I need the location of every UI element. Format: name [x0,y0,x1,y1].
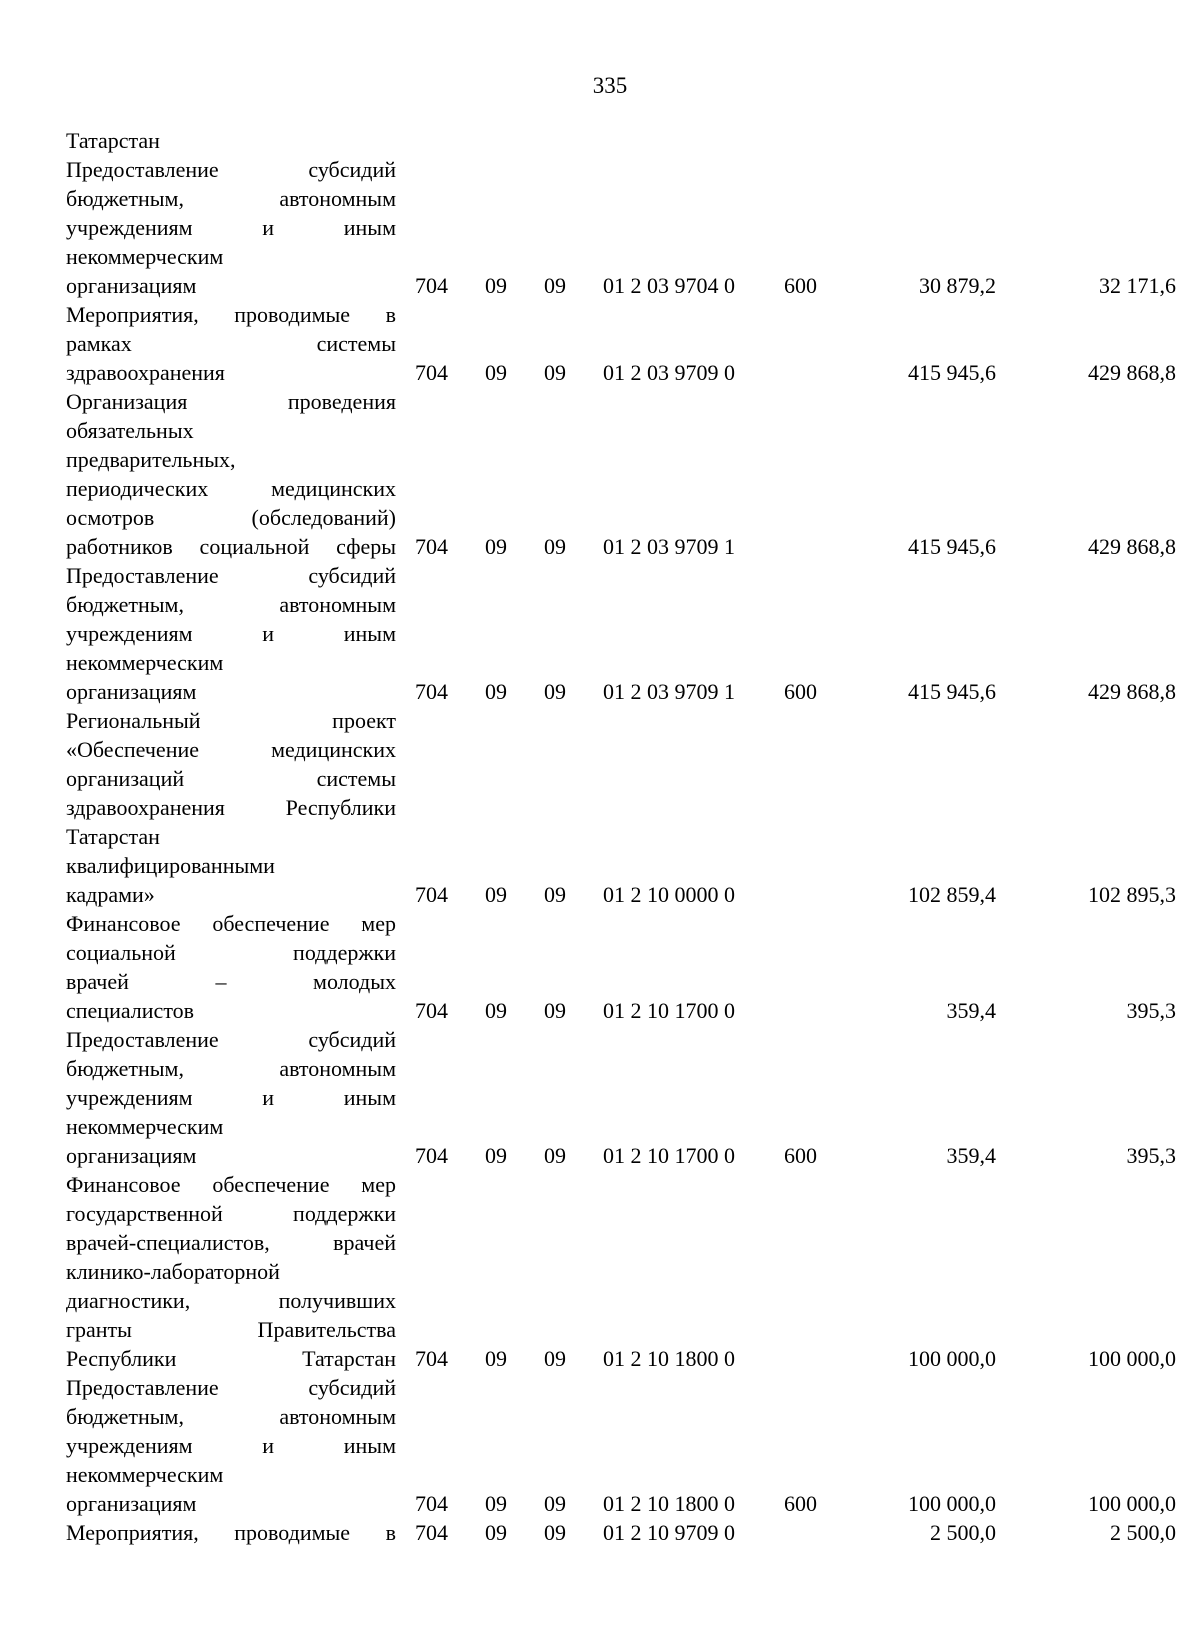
section-code-cell: 09 [485,882,507,907]
subsection-code-cell: 09 [544,679,566,704]
description-line: Республики Татарстан [66,1346,396,1371]
section-code-cell: 09 [485,1520,507,1545]
description-line: Предоставление субсидий [66,563,396,588]
target-article-cell: 01 2 03 9709 1 [603,534,735,559]
amount-year2-cell: 100 000,0 [1088,1346,1176,1371]
amount-year1-cell: 415 945,6 [908,534,996,559]
description-line: клинико-лабораторной [66,1259,280,1284]
description-line: бюджетным, автономным [66,186,396,211]
amount-year2-cell: 395,3 [1126,1143,1176,1168]
description-line: организациям [66,679,197,704]
description-line: бюджетным, автономным [66,592,396,617]
grbs-code-cell: 704 [415,1143,448,1168]
grbs-code-cell: 704 [415,273,448,298]
amount-year2-cell: 395,3 [1126,998,1176,1023]
description-line: Татарстан [66,128,160,153]
amount-year2-cell: 32 171,6 [1099,273,1176,298]
amount-year1-cell: 415 945,6 [908,360,996,385]
description-line: осмотров (обследований) [66,505,396,530]
description-line: бюджетным, автономным [66,1404,396,1429]
description-line: некоммерческим [66,244,224,269]
table-row [66,1170,1176,1373]
row-description [66,1025,396,1170]
description-line: здравоохранения Республики [66,795,396,820]
table-row [66,561,1176,706]
row-description [66,706,396,909]
section-code-cell: 09 [485,534,507,559]
description-line: учреждениям и иным [66,215,396,240]
row-description [66,126,396,155]
grbs-code-cell: 704 [415,998,448,1023]
section-code-cell: 09 [485,679,507,704]
subsection-code-cell: 09 [544,1491,566,1516]
amount-year1-cell: 415 945,6 [908,679,996,704]
amount-year1-cell: 2 500,0 [930,1520,996,1545]
description-line: учреждениям и иным [66,1085,396,1110]
table-row [66,387,1176,561]
amount-year2-cell: 429 868,8 [1088,360,1176,385]
section-code-cell: 09 [485,273,507,298]
description-line: бюджетным, автономным [66,1056,396,1081]
amount-year2-cell: 100 000,0 [1088,1491,1176,1516]
description-line: врачей-специалистов, врачей [66,1230,396,1255]
subsection-code-cell: 09 [544,998,566,1023]
description-line: некоммерческим [66,1114,224,1139]
grbs-code-cell: 704 [415,882,448,907]
description-line: организаций системы [66,766,396,791]
subsection-code-cell: 09 [544,273,566,298]
subsection-code-cell: 09 [544,882,566,907]
row-description [66,300,396,387]
description-line: социальной поддержки [66,940,396,965]
grbs-code-cell: 704 [415,1491,448,1516]
amount-year1-cell: 100 000,0 [908,1491,996,1516]
expense-type-cell: 600 [784,273,817,298]
grbs-code-cell: 704 [415,360,448,385]
description-line: Мероприятия, проводимые в [66,302,396,327]
subsection-code-cell: 09 [544,1346,566,1371]
target-article-cell: 01 2 10 1800 0 [603,1491,735,1516]
description-line: квалифицированными [66,853,275,878]
description-line: специалистов [66,998,195,1023]
table-row [66,155,1176,300]
target-article-cell: 01 2 10 9709 0 [603,1520,735,1545]
section-code-cell: 09 [485,1491,507,1516]
row-description [66,1518,396,1547]
description-line: Региональный проект [66,708,396,733]
amount-year1-cell: 102 859,4 [908,882,996,907]
target-article-cell: 01 2 03 9704 0 [603,273,735,298]
page-number: 335 [592,73,628,98]
description-line: Организация проведения [66,389,396,414]
description-line: диагностики, получивших [66,1288,396,1313]
description-line: организациям [66,1491,197,1516]
section-code-cell: 09 [485,1346,507,1371]
subsection-code-cell: 09 [544,1520,566,1545]
grbs-code-cell: 704 [415,679,448,704]
subsection-code-cell: 09 [544,360,566,385]
grbs-code-cell: 704 [415,1520,448,1545]
description-line: некоммерческим [66,650,224,675]
row-description [66,909,396,1025]
description-line: организациям [66,273,197,298]
amount-year1-cell: 30 879,2 [919,273,996,298]
target-article-cell: 01 2 10 0000 0 [603,882,735,907]
subsection-code-cell: 09 [544,1143,566,1168]
section-code-cell: 09 [485,998,507,1023]
amount-year1-cell: 359,4 [946,998,996,1023]
table-row [66,1373,1176,1518]
description-line: гранты Правительства [66,1317,396,1342]
table-row [66,300,1176,387]
subsection-code-cell: 09 [544,534,566,559]
expense-type-cell: 600 [784,1491,817,1516]
description-line: Финансовое обеспечение мер [66,1172,396,1197]
row-description [66,155,396,300]
description-line: здравоохранения [66,360,225,385]
description-line: Татарстан [66,824,160,849]
target-article-cell: 01 2 10 1800 0 [603,1346,735,1371]
amount-year2-cell: 429 868,8 [1088,679,1176,704]
description-line: учреждениям и иным [66,621,396,646]
row-description [66,561,396,706]
section-code-cell: 09 [485,1143,507,1168]
grbs-code-cell: 704 [415,1346,448,1371]
description-line: работников социальной сферы [66,534,396,559]
amount-year2-cell: 102 895,3 [1088,882,1176,907]
expense-type-cell: 600 [784,1143,817,1168]
table-row [66,126,1176,155]
table-row [66,909,1176,1025]
description-line: Предоставление субсидий [66,1027,396,1052]
description-line: Мероприятия, проводимые в [66,1520,396,1545]
amount-year2-cell: 429 868,8 [1088,534,1176,559]
description-line: предварительных, [66,447,236,472]
description-line: врачей – молодых [66,969,396,994]
description-line: периодических медицинских [66,476,396,501]
amount-year1-cell: 359,4 [946,1143,996,1168]
description-line: рамках системы [66,331,396,356]
target-article-cell: 01 2 03 9709 0 [603,360,735,385]
description-line: Финансовое обеспечение мер [66,911,396,936]
row-description [66,1170,396,1373]
amount-year2-cell: 2 500,0 [1110,1520,1176,1545]
description-line: «Обеспечение медицинских [66,737,396,762]
table-row [66,706,1176,909]
description-line: организациям [66,1143,197,1168]
table-row [66,1025,1176,1170]
target-article-cell: 01 2 10 1700 0 [603,1143,735,1168]
expense-type-cell: 600 [784,679,817,704]
grbs-code-cell: 704 [415,534,448,559]
row-description [66,1373,396,1518]
table-row [66,1518,1176,1547]
row-description [66,387,396,561]
description-line: Предоставление субсидий [66,157,396,182]
target-article-cell: 01 2 03 9709 1 [603,679,735,704]
target-article-cell: 01 2 10 1700 0 [603,998,735,1023]
description-line: Предоставление субсидий [66,1375,396,1400]
description-line: обязательных [66,418,194,443]
amount-year1-cell: 100 000,0 [908,1346,996,1371]
description-line: учреждениям и иным [66,1433,396,1458]
section-code-cell: 09 [485,360,507,385]
description-line: кадрами» [66,882,155,907]
description-line: государственной поддержки [66,1201,396,1226]
budget-table [66,126,1176,1547]
description-line: некоммерческим [66,1462,224,1487]
